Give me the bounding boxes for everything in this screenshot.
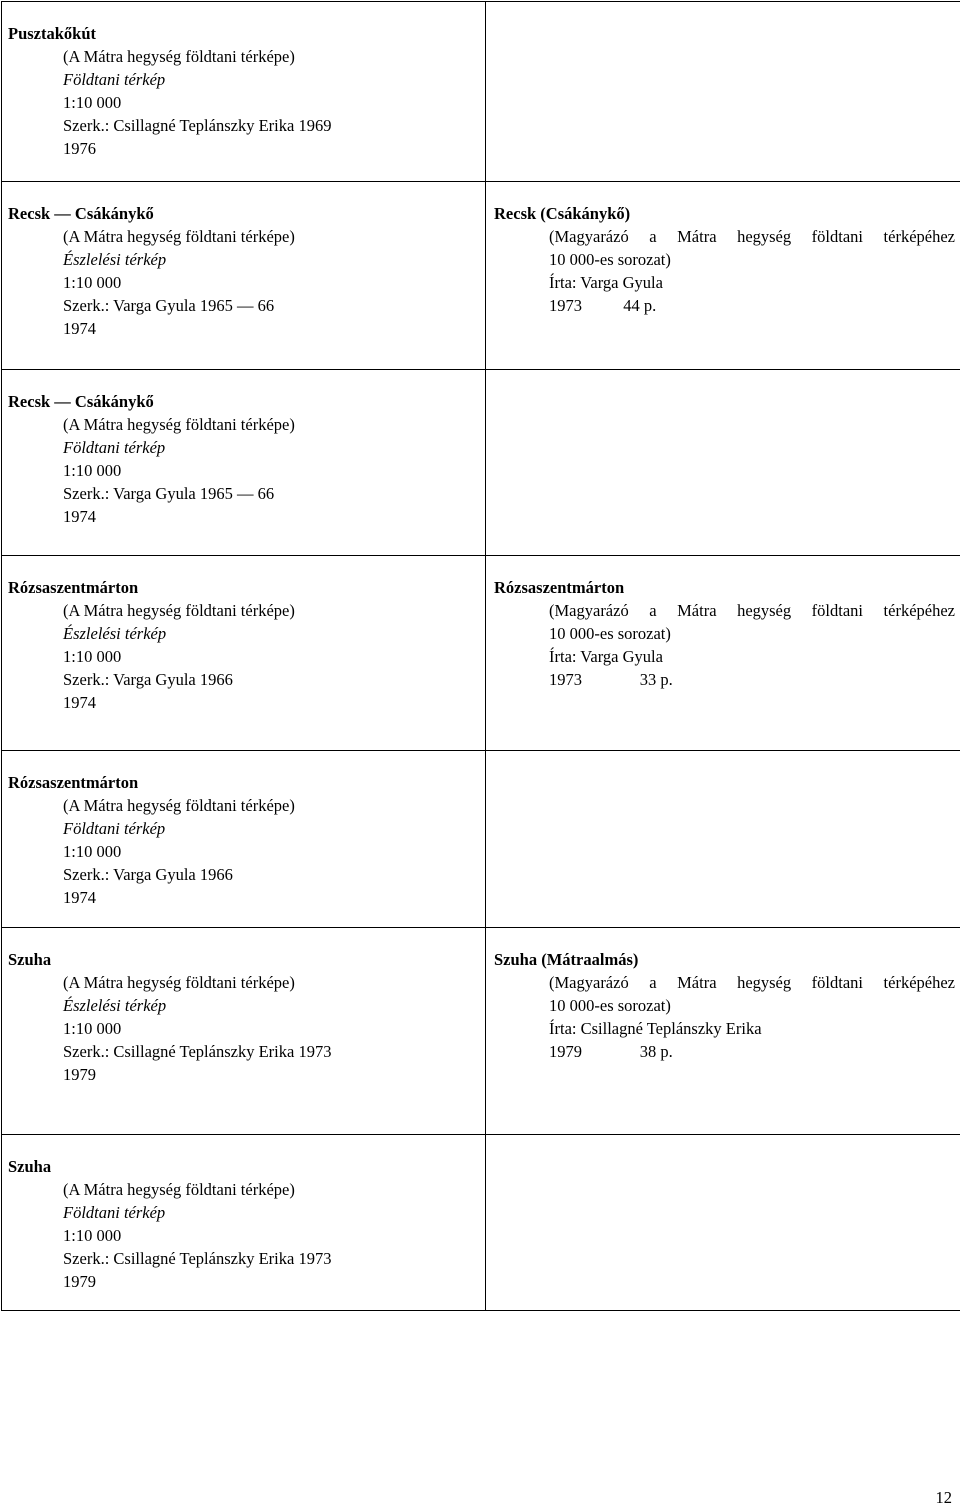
entry-line: 1974: [8, 886, 485, 909]
catalog-row: [2, 182, 960, 370]
map-entry-cell: [2, 556, 486, 751]
entry-line: Észlelési térkép: [8, 248, 485, 271]
map-entry-cell: [2, 370, 486, 556]
entry-line: Írta: Csillagné Teplánszky Erika: [494, 1017, 960, 1040]
entry-line: Szerk.: Csillagné Teplánszky Erika 1969: [8, 114, 485, 137]
map-entry-cell: [2, 751, 486, 928]
page-number: 12: [936, 1488, 953, 1508]
map-entry: [2, 1135, 485, 1293]
catalog-row: [2, 1135, 960, 1311]
map-catalog-table: [1, 1, 960, 1311]
entry-line: 1:10 000: [8, 1224, 485, 1247]
catalog-row: [2, 928, 960, 1135]
entry-line: Észlelési térkép: [8, 622, 485, 645]
entry-line: (A Mátra hegység földtani térképe): [8, 45, 485, 68]
entry-line: 1979: [8, 1063, 485, 1086]
entry-line: Szerk.: Csillagné Teplánszky Erika 1973: [8, 1247, 485, 1270]
entry-line: 1973 33 p.: [494, 668, 960, 691]
entry-line: (A Mátra hegység földtani térképe): [8, 225, 485, 248]
entry-line: 1973 44 p.: [494, 294, 960, 317]
catalog-row: [2, 556, 960, 751]
catalog-row: [2, 370, 960, 556]
entry-title: Rózsaszentmárton: [8, 576, 485, 599]
explanatory-entry-cell: [486, 2, 960, 182]
entry-title: Szuha: [8, 1155, 485, 1178]
entry-line: 1:10 000: [8, 840, 485, 863]
entry-line: 10 000-es sorozat): [494, 622, 960, 645]
entry-line: (Magyarázó a Mátra hegység földtani térképéhez: [494, 971, 960, 994]
entry-title: Szuha (Mátraalmás): [494, 948, 960, 971]
entry-line: 1974: [8, 691, 485, 714]
map-entry-cell: [2, 1135, 486, 1311]
explanatory-entry-cell: [486, 370, 960, 556]
entry-line: 1:10 000: [8, 459, 485, 482]
map-entry-cell: [2, 928, 486, 1135]
entry-line: Szerk.: Csillagné Teplánszky Erika 1973: [8, 1040, 485, 1063]
entry-line: (A Mátra hegység földtani térképe): [8, 413, 485, 436]
explanatory-entry: [486, 556, 960, 691]
map-entry-cell: [2, 2, 486, 182]
explanatory-entry-cell: [486, 751, 960, 928]
entry-line: 10 000-es sorozat): [494, 994, 960, 1017]
map-entry: [2, 370, 485, 528]
entry-line: 1976: [8, 137, 485, 160]
entry-line: 1979 38 p.: [494, 1040, 960, 1063]
entry-line: 1974: [8, 317, 485, 340]
catalog-row: [2, 2, 960, 182]
entry-line: 1979: [8, 1270, 485, 1293]
entry-line: Szerk.: Varga Gyula 1966: [8, 863, 485, 886]
map-entry: [2, 751, 485, 909]
entry-line: 1:10 000: [8, 645, 485, 668]
entry-line: 1974: [8, 505, 485, 528]
entry-line: (A Mátra hegység földtani térképe): [8, 599, 485, 622]
entry-title: Szuha: [8, 948, 485, 971]
entry-line: 1:10 000: [8, 91, 485, 114]
entry-line: Földtani térkép: [8, 1201, 485, 1224]
entry-title: Rózsaszentmárton: [494, 576, 960, 599]
entry-line: Írta: Varga Gyula: [494, 645, 960, 668]
map-entry: [2, 182, 485, 340]
entry-line: 1:10 000: [8, 1017, 485, 1040]
entry-line: Szerk.: Varga Gyula 1965 — 66: [8, 482, 485, 505]
entry-line: (A Mátra hegység földtani térképe): [8, 1178, 485, 1201]
catalog-row: [2, 751, 960, 928]
entry-line: Észlelési térkép: [8, 994, 485, 1017]
entry-title: Recsk (Csákánykő): [494, 202, 960, 225]
entry-line: (Magyarázó a Mátra hegység földtani térképéhez: [494, 599, 960, 622]
entry-line: Földtani térkép: [8, 68, 485, 91]
entry-line: Szerk.: Varga Gyula 1965 — 66: [8, 294, 485, 317]
explanatory-entry-cell: [486, 182, 960, 370]
entry-line: 1:10 000: [8, 271, 485, 294]
entry-title: Recsk — Csákánykő: [8, 202, 485, 225]
map-entry: [2, 556, 485, 714]
map-entry-cell: [2, 182, 486, 370]
entry-line: Földtani térkép: [8, 436, 485, 459]
entry-line: (Magyarázó a Mátra hegység földtani térképéhez: [494, 225, 960, 248]
explanatory-entry: [486, 182, 960, 317]
entry-title: Recsk — Csákánykő: [8, 390, 485, 413]
explanatory-entry: [486, 928, 960, 1063]
map-entry: [2, 2, 485, 160]
explanatory-entry-cell: [486, 1135, 960, 1311]
catalog-body: [2, 2, 960, 1311]
entry-line: Szerk.: Varga Gyula 1966: [8, 668, 485, 691]
entry-line: Földtani térkép: [8, 817, 485, 840]
map-entry: [2, 928, 485, 1086]
entry-title: Pusztakőkút: [8, 22, 485, 45]
entry-line: (A Mátra hegység földtani térképe): [8, 971, 485, 994]
explanatory-entry-cell: [486, 928, 960, 1135]
entry-line: 10 000-es sorozat): [494, 248, 960, 271]
entry-line: (A Mátra hegység földtani térképe): [8, 794, 485, 817]
entry-title: Rózsaszentmárton: [8, 771, 485, 794]
explanatory-entry-cell: [486, 556, 960, 751]
entry-line: Írta: Varga Gyula: [494, 271, 960, 294]
